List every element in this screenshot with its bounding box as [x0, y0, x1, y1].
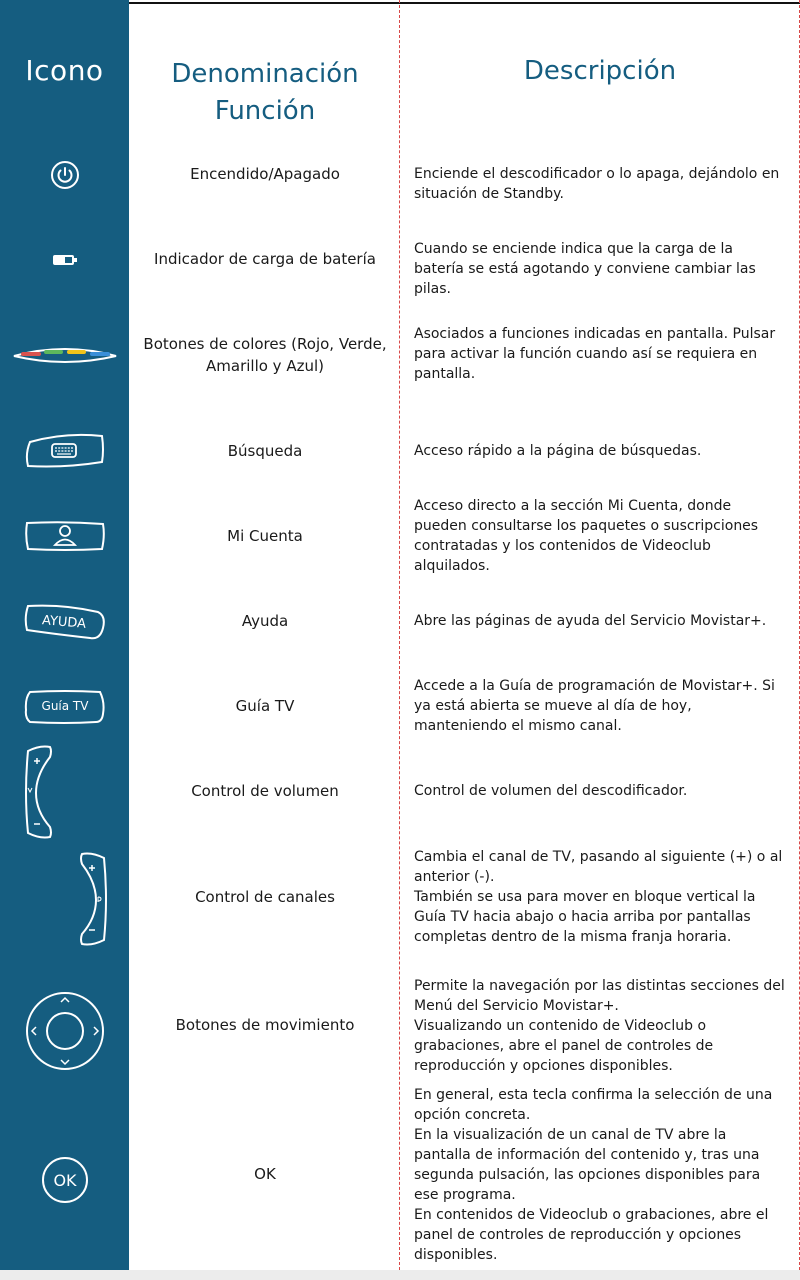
row-name-power: Encendido/Apagado: [190, 165, 340, 183]
row-name-channels: Control de canales: [195, 888, 335, 906]
desc-paragraph: En contenidos de Videoclub o grabaciones, abre el panel de controles de reproducción y opciones disponibles.: [414, 1207, 769, 1263]
row-desc-color-buttons: [414, 324, 786, 384]
bottom-strip: [0, 1270, 800, 1280]
user-icon: [24, 520, 106, 552]
desc-paragraph: Permite la navegación por las distintas secciones del Menú del Servicio Movistar+.: [414, 978, 785, 1014]
row-desc-account: [414, 496, 786, 576]
desc-paragraph: Asociados a funciones indicadas en pantalla. Pulsar para activar la función cuando así se requiera en pantalla.: [414, 326, 776, 382]
desc-paragraph: Accede a la Guía de programación de Movistar+. Si ya está abierta se mueve al día de hoy, manteniendo el mismo canal.: [414, 678, 775, 734]
desc-paragraph: Cambia el canal de TV, pasando al siguiente (+) o al anterior (-).: [414, 849, 783, 885]
desc-paragraph: Acceso rápido a la página de búsquedas.: [414, 443, 702, 459]
row-desc-ok: [414, 1085, 786, 1265]
power-icon: [50, 160, 80, 190]
channel-rocker-icon: [76, 852, 110, 946]
desc-paragraph: Abre las páginas de ayuda del Servicio Movistar+.: [414, 613, 767, 629]
header-name-column: [145, 56, 385, 130]
keyboard-icon: [24, 432, 106, 470]
row-desc-movement: [414, 976, 786, 1076]
header-name-line2: Función: [214, 96, 316, 126]
color-buttons-icon: [12, 344, 118, 364]
ok-icon-label: OK: [53, 1171, 77, 1190]
column-divider: [399, 0, 400, 1270]
header-icon-column: Icono: [25, 54, 104, 87]
top-border: [129, 2, 800, 4]
row-name-movement: Botones de movimiento: [175, 1016, 355, 1034]
row-desc-help: [414, 611, 786, 631]
desc-paragraph: Cuando se enciende indica que la carga de la batería se está agotando y conviene cambiar las pilas.: [414, 241, 756, 297]
row-name-battery: Indicador de carga de batería: [154, 250, 376, 268]
row-name-color-buttons: Botones de colores (Rojo, Verde, Amarillo y Azul): [143, 335, 387, 375]
row-desc-battery: [414, 239, 786, 299]
guia-tv-icon-label: Guía TV: [41, 699, 89, 713]
desc-paragraph: Visualizando un contenido de Videoclub o grabaciones, abre el panel de controles de reproducción y opciones disponibles.: [414, 1018, 714, 1074]
desc-paragraph: En la visualización de un canal de TV abre la pantalla de información del contenido y, tras una segunda pulsación, las opciones disponibles para ese programa.: [414, 1127, 761, 1203]
row-name-ok: OK: [254, 1165, 276, 1183]
row-name-volume: Control de volumen: [191, 782, 339, 800]
ok-button-icon: [40, 1155, 90, 1205]
desc-paragraph: Acceso directo a la sección Mi Cuenta, donde pueden consultarse los paquetes o suscripciones contratadas y los contenidos de Videoclub alquilados.: [414, 498, 759, 574]
row-desc-power: [414, 164, 786, 204]
row-name-help: Ayuda: [241, 612, 289, 630]
guia-tv-button-icon: [24, 688, 106, 726]
header-description-column: Descripción: [523, 56, 677, 86]
ayuda-button-icon: [24, 602, 106, 642]
desc-paragraph: Control de volumen del descodificador.: [414, 783, 688, 799]
row-desc-volume: [414, 781, 786, 801]
ayuda-icon-label: AYUDA: [41, 613, 87, 632]
volume-rocker-icon: [22, 745, 56, 839]
header-name-line1: Denominación: [171, 59, 359, 89]
desc-paragraph: En general, esta tecla confirma la selección de una opción concreta.: [414, 1087, 773, 1123]
row-name-search: Búsqueda: [227, 442, 303, 460]
row-desc-channels: [414, 847, 786, 947]
dpad-icon: [24, 990, 106, 1072]
desc-paragraph: También se usa para mover en bloque vertical la Guía TV hacia abajo o hacia arriba por pantallas completas dentro de la misma franja horaria.: [414, 889, 756, 945]
row-desc-tv-guide: [414, 676, 786, 736]
row-name-account: Mi Cuenta: [227, 527, 303, 545]
row-name-tv-guide: Guía TV: [235, 697, 295, 715]
battery-icon: [52, 253, 78, 267]
desc-paragraph: Enciende el descodificador o lo apaga, dejándolo en situación de Standby.: [414, 166, 780, 202]
row-desc-search: [414, 441, 786, 461]
